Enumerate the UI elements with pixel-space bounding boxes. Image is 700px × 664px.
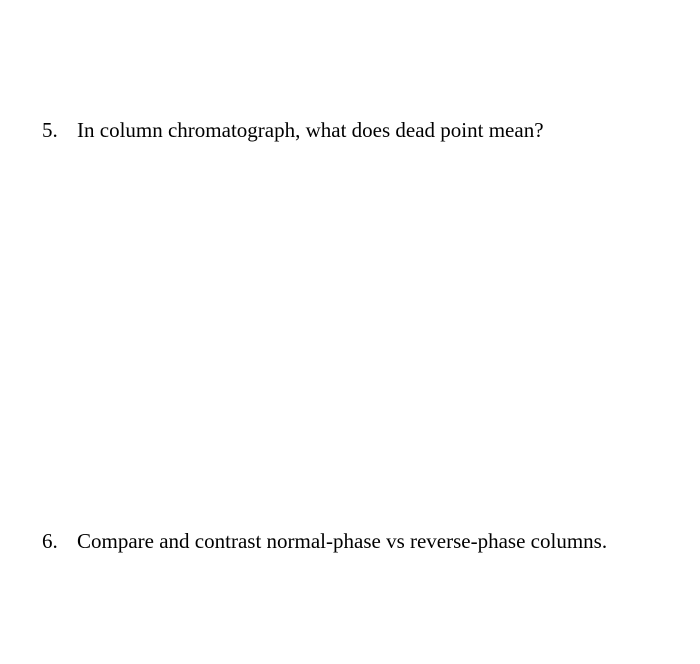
question-6 — [42, 528, 607, 554]
question-6-number: 6. — [42, 529, 58, 553]
question-6-text: Compare and contrast normal-phase vs reverse-phase columns. — [77, 529, 608, 553]
question-5-number: 5. — [42, 118, 58, 142]
question-5-text: In column chromatograph, what does dead point mean? — [77, 118, 544, 142]
question-5 — [42, 117, 544, 143]
